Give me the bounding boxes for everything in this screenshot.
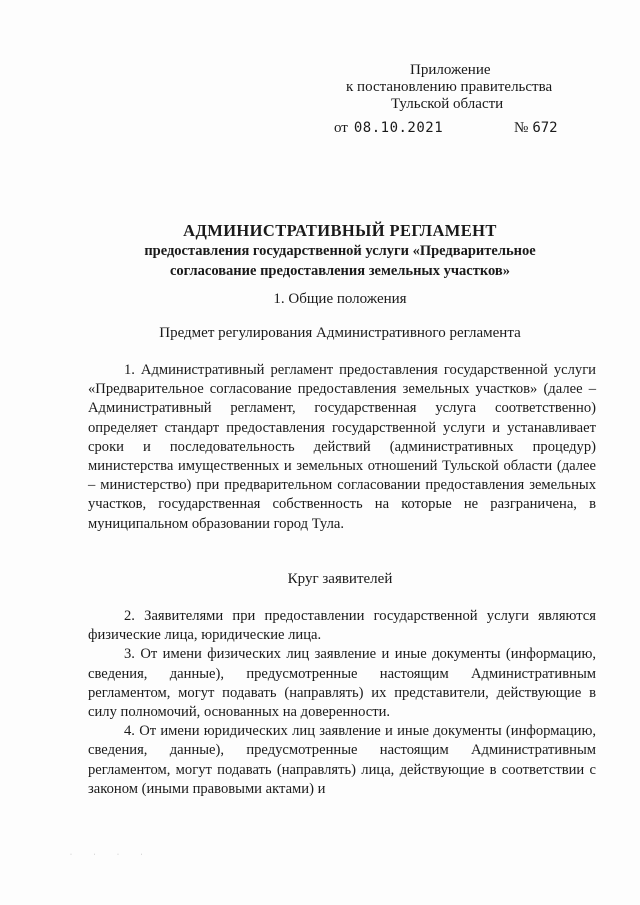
section-heading-subject: Предмет регулирования Административного регламента bbox=[159, 325, 521, 341]
number-prefix: № bbox=[514, 120, 529, 136]
document-subtitle-line1: предоставления государственной услуги «Предварительное bbox=[144, 243, 536, 259]
paragraph-3-text: 3. От имени физических лиц заявление и иные документы (информацию, сведения, данные), предусмотренные настоящим Административным регламентом, могут подавать (направлять) их представители, действующие в силу полномочий, основанных на доверенности. bbox=[88, 646, 596, 721]
paragraph-1 bbox=[88, 361, 596, 534]
document-title: АДМИНИСТРАТИВНЫЙ РЕГЛАМЕНТ bbox=[183, 221, 497, 240]
appendix-reference: к постановлению правительства bbox=[346, 79, 553, 95]
paragraphs-applicants bbox=[88, 607, 596, 799]
decree-number-block bbox=[514, 119, 558, 137]
document-title-block bbox=[60, 220, 620, 281]
paragraph-4-text: 4. От имени юридических лиц заявление и иные документы (информацию, сведения, данные), предусмотренные настоящим Административным регламентом, могут подавать (направлять) лица, действующие в соответствии с законом (иными правовыми актами) и bbox=[88, 723, 596, 797]
date-prefix: от bbox=[334, 120, 348, 136]
paragraph-1-text: 1. Административный регламент предоставления государственной услуги «Предварительное согласование предоставления земельных участков» (далее – Административный регламент, государственная услуга соответственно) определяет стандарт предоставления государственной услуги и устанавливает сроки и последовательность действий (административных процедур) министерства имущественных и земельных отношений Тульской области (далее – министерство) при предварительном согласовании предоставления земельных участков, государственная собственность на которые не разграничена, в муниципальном образовании город Тула. bbox=[88, 362, 596, 532]
appendix-region: Тульской области bbox=[391, 96, 504, 112]
appendix-title: Приложение bbox=[410, 62, 491, 78]
section-heading-applicants: Круг заявителей bbox=[287, 571, 393, 587]
decree-date-number bbox=[334, 119, 564, 137]
decree-number: 672 bbox=[532, 120, 558, 136]
paragraph-2-text: 2. Заявителями при предоставлении государственной услуги являются физические лица, юридические лица. bbox=[88, 608, 596, 644]
decree-date: 08.10.2021 bbox=[353, 120, 444, 136]
document-subtitle-line2: согласование предоставления земельных участков» bbox=[169, 263, 510, 279]
section-heading-general: 1. Общие положения bbox=[273, 291, 407, 307]
scan-specks: · · · · bbox=[70, 852, 153, 858]
